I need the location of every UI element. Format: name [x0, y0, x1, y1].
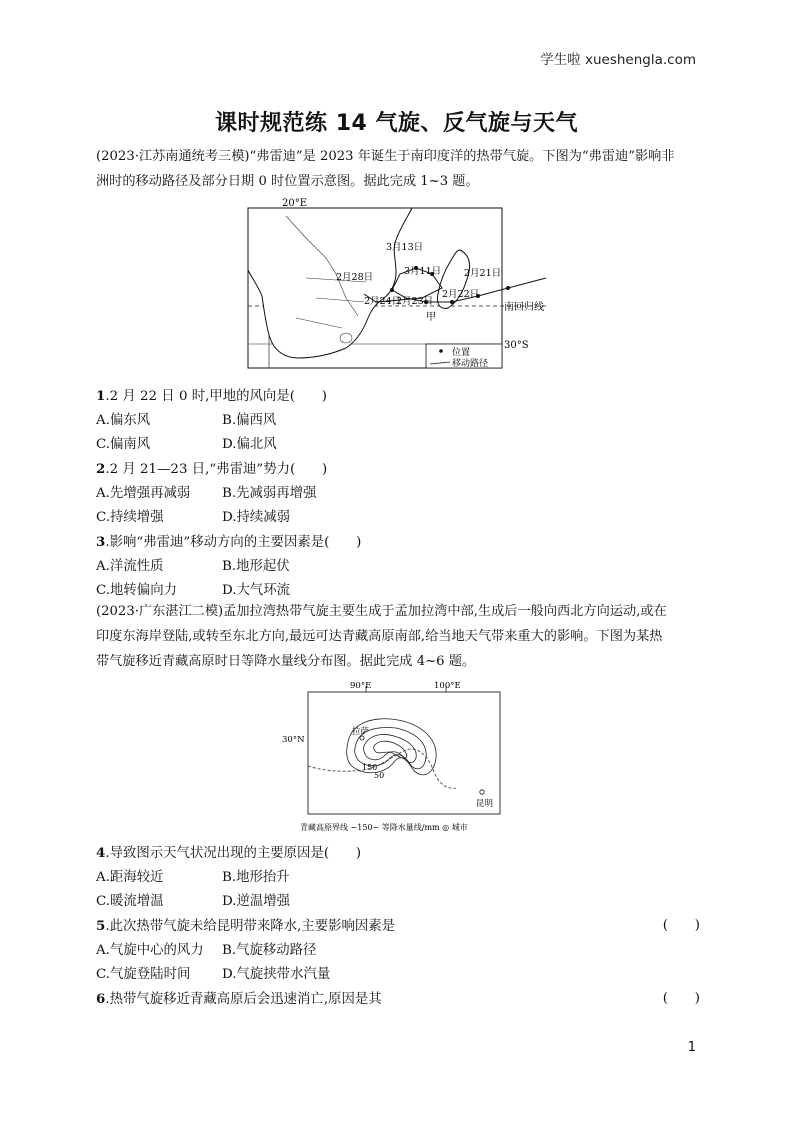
page-title: 课时规范练 14 气旋、反气旋与天气	[215, 111, 578, 136]
lon-label: 20°E	[282, 198, 308, 209]
question-3-options-a-b: A.洋流性质 B.地形起伏	[96, 559, 290, 574]
answer-paren: ( )	[662, 991, 700, 1006]
question-1-options-a-b: A.偏东风 B.偏西风	[96, 413, 277, 428]
city-label: 昆明	[476, 799, 494, 809]
question-2-options-c-d: C.持续增强 D.持续减弱	[96, 510, 291, 525]
question-4: 4.导致图示天气状况出现的主要原因是( )	[96, 845, 362, 861]
africa-landmass	[248, 208, 412, 358]
point-jia-label: 甲	[426, 312, 436, 323]
lon-label: 90°E	[350, 681, 372, 691]
position-dot	[390, 288, 394, 292]
question-group-1	[96, 385, 700, 598]
date-label: 2月22日	[442, 289, 480, 300]
svg-text:移动路径: 移动路径	[452, 359, 489, 369]
date-label: 2月23日	[396, 296, 434, 307]
question-6: 6.热带气旋移近青藏高原后会迅速消亡,原因是其 ( )	[96, 988, 700, 1011]
question-1-options-c-d: C.偏南风 D.偏北风	[96, 437, 277, 452]
position-dot	[506, 286, 510, 290]
intro-paragraph-2: (2023·广东湛江二模)孟加拉湾热带气旋主要生成于孟加拉湾中部,生成后一般向西北方向运动,或在 印度东海岸登陆,或转至东北方向,最远可达青藏高原南部,给当地天气带来重大的影响。下图为某热 带气旋移近青藏高原时日等降水量线分布图。据此完成 4~6 题。	[96, 604, 667, 669]
date-label: 2月24日	[364, 296, 402, 307]
tropic-label: 南回归线	[504, 302, 544, 313]
question-4-options-a-b: A.距海较近 B.地形抬升	[96, 870, 290, 885]
question-group-2	[96, 842, 700, 1007]
map-legend: 青藏高原界线 ~150~ 等降水量线/mm ◎ 城市	[300, 823, 468, 832]
precipitation-map	[278, 680, 518, 838]
answer-paren: ( )	[662, 918, 700, 933]
question-5-options-c-d: C.气旋登陆时间 D.气旋挟带水汽量	[96, 967, 331, 982]
city-marker	[480, 790, 484, 794]
question-5-options-a-b: A.气旋中心的风力 B.气旋移动路径	[96, 943, 317, 958]
svg-text:位置: 位置	[452, 348, 471, 358]
contour-label: 150	[362, 763, 378, 772]
question-2: 2.2 月 21—23 日,“弗雷迪”势力( )	[96, 461, 328, 477]
city-label: 拉萨	[352, 727, 370, 737]
lon-label: 100°E	[434, 681, 461, 691]
question-4-options-c-d: C.暖流增温 D.逆温增强	[96, 894, 291, 909]
date-label: 2月28日	[336, 272, 374, 283]
date-label: 3月13日	[386, 242, 424, 253]
plateau-boundary	[308, 749, 456, 788]
lat-label: 30°S	[504, 340, 529, 351]
position-dot	[450, 300, 454, 304]
question-3: 3.影响“弗雷迪”移动方向的主要因素是( )	[96, 534, 362, 550]
contour-label: 50	[374, 771, 385, 780]
question-5: 5.此次热带气旋未给昆明带来降水,主要影响因素是 ( )	[96, 915, 700, 938]
intro-paragraph-1: (2023·江苏南通统考三模)“弗雷迪”是 2023 年诞生于南印度洋的热带气旋。下图为“弗雷迪”影响非 洲时的移动路径及部分日期 0 时位置示意图。据此完成 1~3 题。	[96, 149, 675, 189]
question-2-options-a-b: A.先增强再减弱 B.先减弱再增强	[96, 486, 317, 501]
site-watermark: 学生啦 xueshengla.com	[540, 52, 696, 68]
page-number: 1	[687, 1040, 696, 1055]
cyclone-path-map	[246, 198, 556, 373]
question-3-options-c-d: C.地转偏向力 D.大气环流	[96, 583, 291, 598]
date-label: 3月11日	[404, 266, 442, 277]
lat-label: 30°N	[282, 735, 305, 745]
date-label: 2月21日	[464, 268, 502, 279]
question-1: 1.2 月 22 日 0 时,甲地的风向是( )	[96, 388, 327, 404]
